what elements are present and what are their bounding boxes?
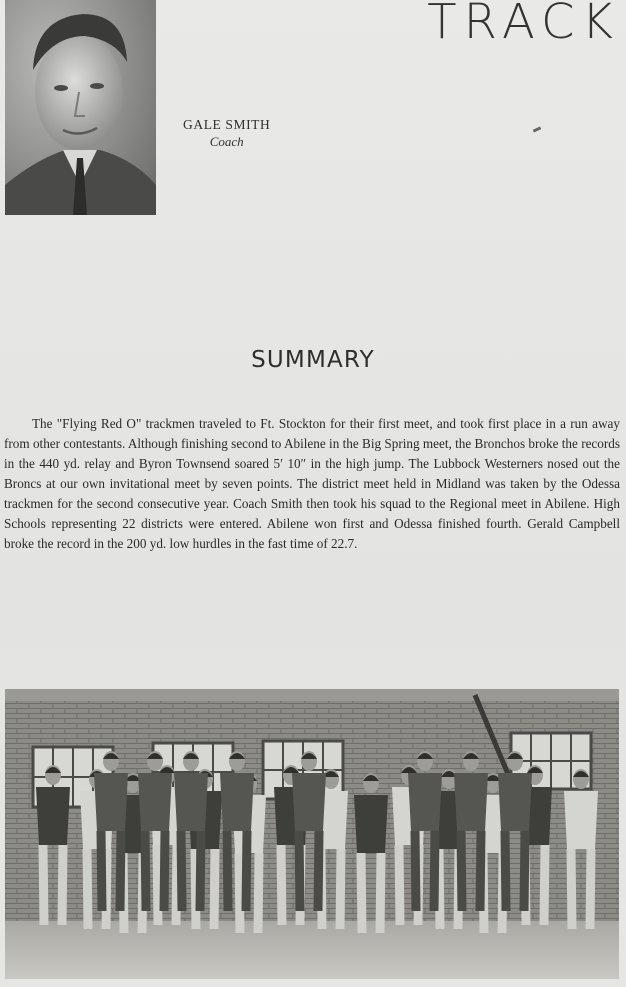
summary-paragraph: The "Flying Red O" trackmen traveled to Ft. Stockton for their first meet, and took first place in a run away from other contestants. Although finishing second to Abilene in the Big Spring meet, the Bronchos broke the records in the 440 yd. relay and Byron Townsend soared 5′ 10″ in the high jump. The Lubbock Westerners nosed out the Broncs at our own invitational meet by seven points. The district meet held in Midland was taken by the Odessa trackmen for the second consecutive year. Coach Smith then took his squad to the Regional meet in Abilene. High Schools representing 22 districts were entered. Abilene won first and Odessa finished fourth. Gerald Campbell broke the record in the 200 yd. low hurdles in the fast time of 22.7. <box>4 416 620 551</box>
section-title: TRACK <box>427 0 620 50</box>
coach-role: Coach <box>209 134 244 149</box>
summary-heading: SUMMARY <box>251 347 375 373</box>
coach-name: GALE SMITH <box>183 117 271 132</box>
print-speck <box>533 126 542 132</box>
team-group-photo <box>5 689 619 979</box>
coach-caption <box>183 117 270 150</box>
coach-portrait-photo <box>5 0 156 215</box>
coach-portrait-image <box>5 0 156 215</box>
team-group-image <box>5 689 619 979</box>
